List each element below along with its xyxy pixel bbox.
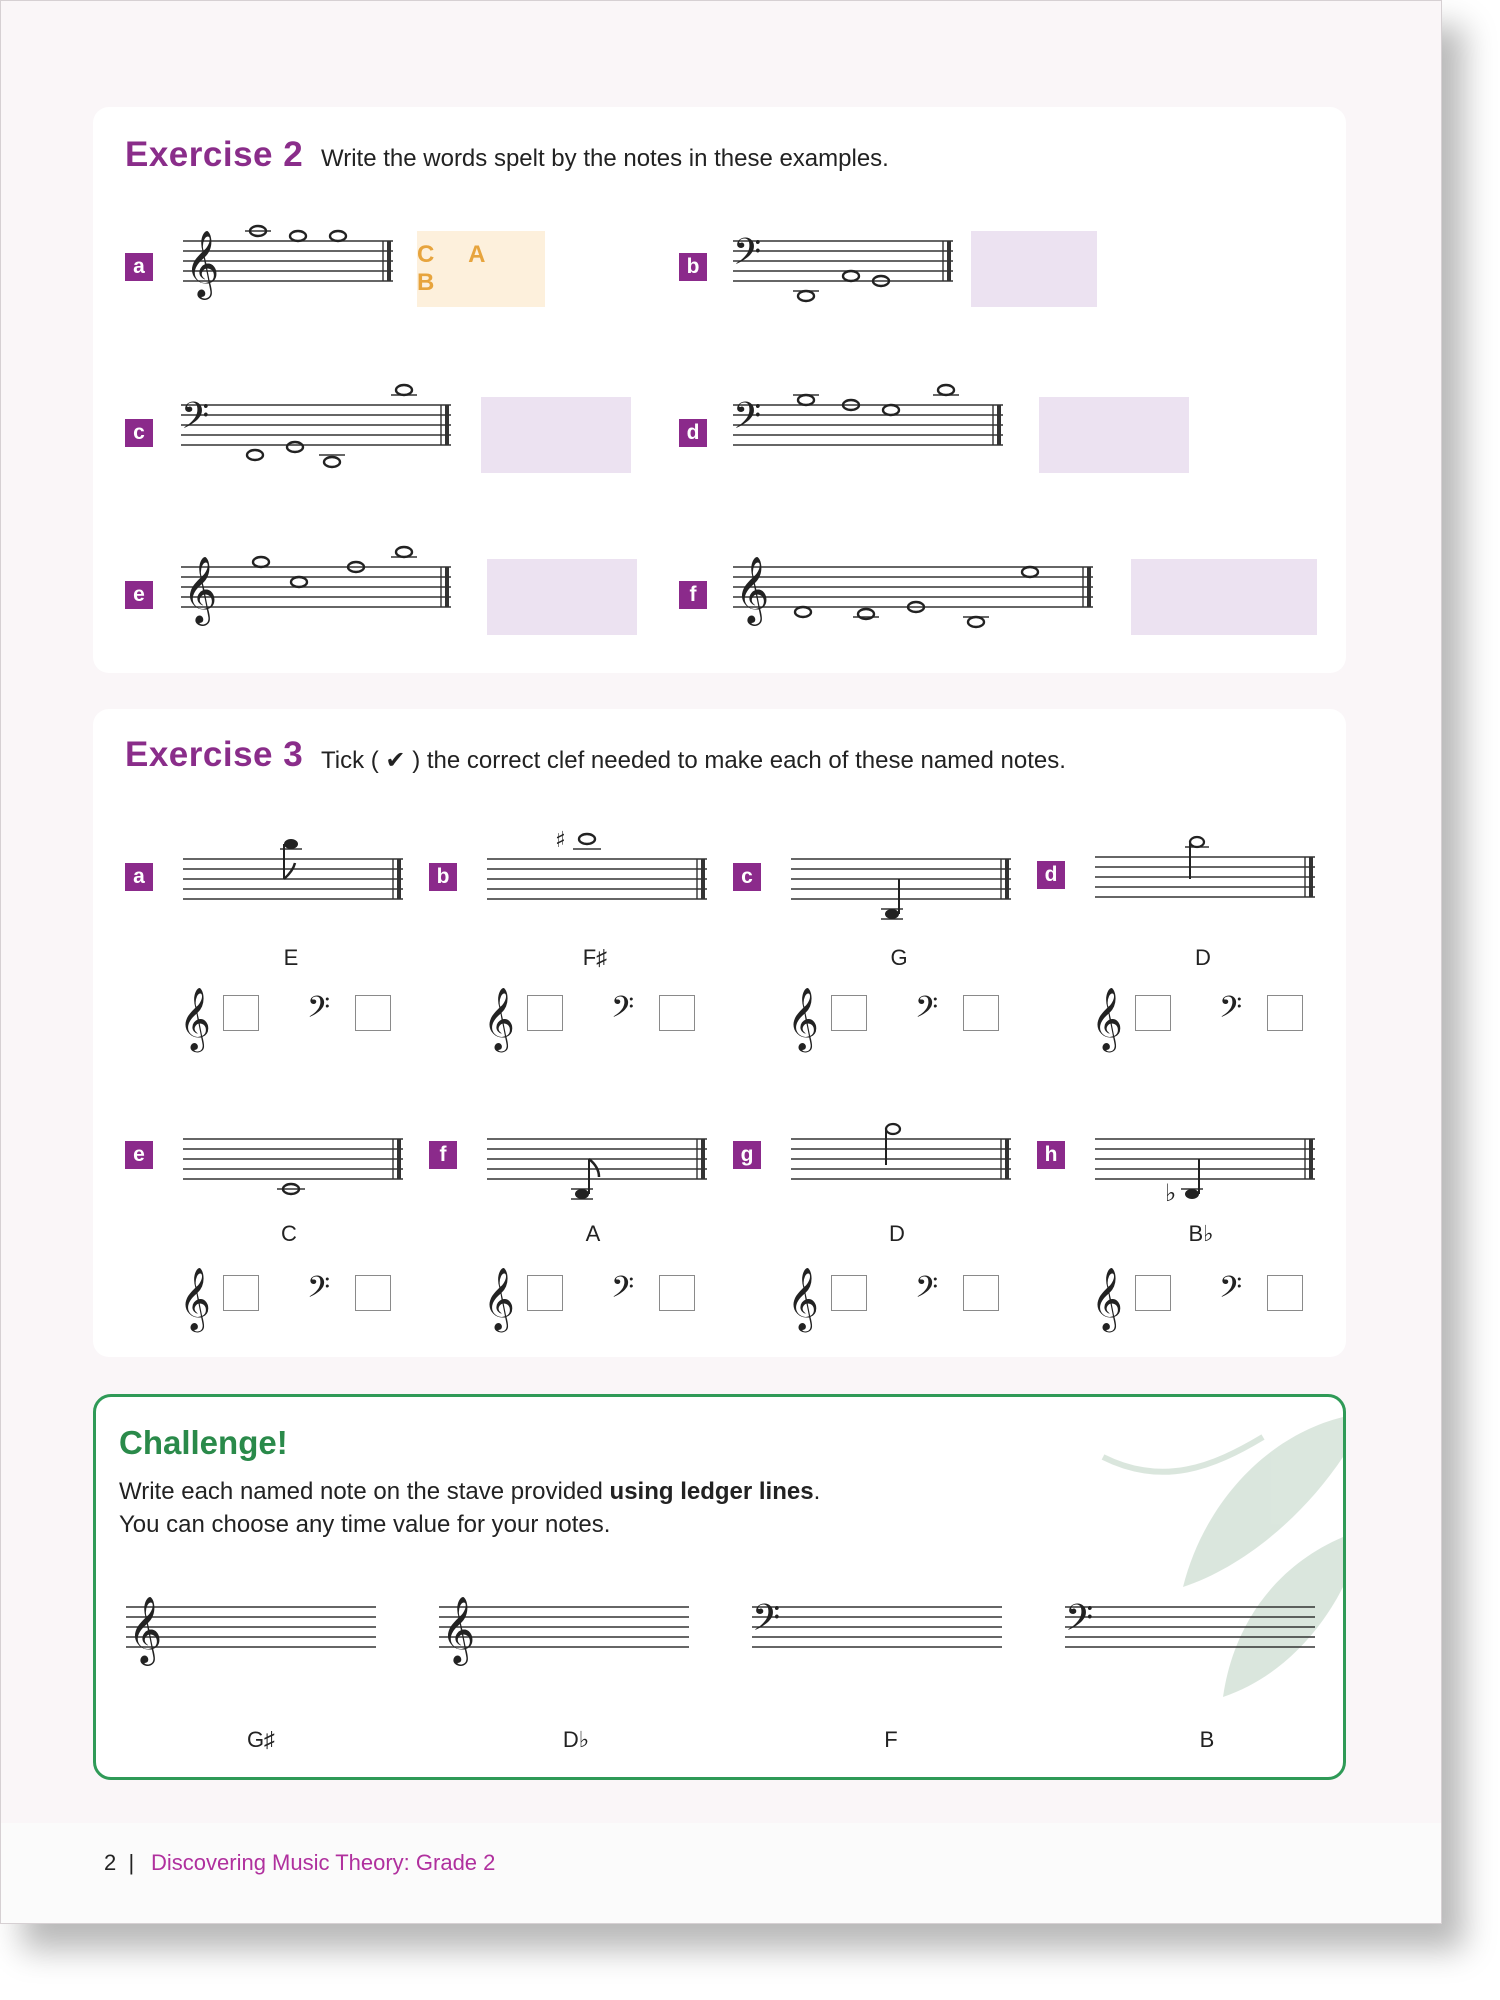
svg-text:𝄢: 𝄢 — [915, 1271, 939, 1312]
svg-text:𝄢: 𝄢 — [611, 1271, 635, 1312]
exercise-2-title: Exercise 2 — [125, 135, 304, 174]
exercise-2-card — [93, 107, 1346, 673]
exercise-3-staff-d — [1095, 827, 1315, 927]
challenge-note-3: F — [884, 1727, 898, 1752]
exercise-3-label-c: c — [733, 863, 761, 891]
svg-text:𝄢: 𝄢 — [307, 1271, 331, 1312]
svg-text:𝄞: 𝄞 — [185, 229, 220, 297]
exercise-3-title: Exercise 3 — [125, 735, 304, 774]
bass-clef-icon — [1219, 987, 1259, 1037]
exercise-2-staff-c — [181, 375, 451, 485]
svg-text:𝄢: 𝄢 — [1219, 991, 1243, 1032]
svg-text:𝄢: 𝄢 — [733, 231, 762, 282]
exercise-2-staff-f — [733, 537, 1093, 647]
book-title: Discovering Music Theory: Grade 2 — [151, 1850, 496, 1875]
exercise-2-answer-a[interactable]: C A B — [417, 231, 545, 307]
challenge-staff-2[interactable] — [439, 1577, 689, 1677]
bass-clef-icon — [611, 987, 651, 1037]
exercise-2-label-f: f — [679, 581, 707, 609]
svg-text:𝄞: 𝄞 — [1091, 987, 1123, 1050]
challenge-note-2: D♭ — [562, 1727, 590, 1752]
challenge-instruction-1-text: Write each named note on the stave provided — [119, 1478, 610, 1505]
challenge-instruction-1 — [119, 1478, 820, 1506]
page-number-value: 2 — [104, 1850, 117, 1875]
exercise-2-label-b: b — [679, 253, 707, 281]
svg-text:𝄞: 𝄞 — [179, 987, 211, 1050]
exercise-3-staff-g — [791, 1109, 1011, 1209]
treble-clef-icon — [483, 977, 519, 1053]
challenge-instruction-1-end: . — [813, 1478, 821, 1505]
svg-text:♭: ♭ — [1165, 1179, 1177, 1207]
exercise-3-label-f: f — [429, 1141, 457, 1169]
exercise-3-h-bass-tickbox[interactable] — [1267, 1275, 1303, 1311]
svg-text:𝄞: 𝄞 — [441, 1595, 476, 1663]
exercise-3-note-a: E — [283, 945, 299, 970]
svg-text:𝄞: 𝄞 — [787, 1267, 819, 1330]
svg-text:𝄢: 𝄢 — [733, 395, 762, 446]
exercise-2-answer-e[interactable] — [487, 559, 637, 635]
exercise-3-staff-e — [183, 1109, 403, 1209]
exercise-3-c-treble-tickbox[interactable] — [831, 995, 867, 1031]
svg-text:𝄞: 𝄞 — [179, 1267, 211, 1330]
exercise-3-label-b: b — [429, 863, 457, 891]
exercise-2-staff-d — [733, 375, 1003, 485]
exercise-3-f-treble-tickbox[interactable] — [527, 1275, 563, 1311]
challenge-note-4: B — [1199, 1727, 1215, 1752]
exercise-2-label-a: a — [125, 253, 153, 281]
exercise-2-staff-b — [733, 211, 953, 321]
exercise-3-label-h: h — [1037, 1141, 1065, 1169]
exercise-3-d-treble-tickbox[interactable] — [1135, 995, 1171, 1031]
bass-clef-icon — [1219, 1267, 1259, 1317]
svg-text:𝄞: 𝄞 — [787, 987, 819, 1050]
exercise-3-label-e: e — [125, 1141, 153, 1169]
footer-separator: | — [128, 1850, 135, 1875]
exercise-3-staff-a — [183, 829, 403, 929]
exercise-2-label-d: d — [679, 419, 707, 447]
bass-clef-icon — [307, 1267, 347, 1317]
exercise-3-f-bass-tickbox[interactable] — [659, 1275, 695, 1311]
exercise-2-staff-a — [183, 211, 393, 321]
challenge-instruction-2: You can choose any time value for your notes. — [119, 1511, 611, 1538]
treble-clef-icon — [1091, 977, 1127, 1053]
svg-text:𝄞: 𝄞 — [483, 1267, 515, 1330]
exercise-3-note-c: G — [890, 945, 908, 970]
exercise-3-a-treble-tickbox[interactable] — [223, 995, 259, 1031]
exercise-2-label-c: c — [125, 419, 153, 447]
svg-text:𝄢: 𝄢 — [915, 991, 939, 1032]
exercise-3-e-bass-tickbox[interactable] — [355, 1275, 391, 1311]
challenge-staff-1[interactable] — [126, 1577, 376, 1677]
exercise-3-label-a: a — [125, 863, 153, 891]
treble-clef-icon — [787, 1257, 823, 1333]
bass-clef-icon — [307, 987, 347, 1037]
svg-text:𝄢: 𝄢 — [1219, 1271, 1243, 1312]
svg-text:𝄢: 𝄢 — [1065, 1597, 1094, 1648]
exercise-3-b-bass-tickbox[interactable] — [659, 995, 695, 1031]
svg-text:𝄢: 𝄢 — [181, 395, 210, 446]
svg-text:𝄢: 𝄢 — [752, 1597, 781, 1648]
exercise-3-note-g: D — [889, 1221, 905, 1246]
exercise-3-label-g: g — [733, 1141, 761, 1169]
exercise-2-answer-d[interactable] — [1039, 397, 1189, 473]
svg-text:𝄢: 𝄢 — [611, 991, 635, 1032]
exercise-3-label-d: d — [1037, 861, 1065, 889]
exercise-3-a-bass-tickbox[interactable] — [355, 995, 391, 1031]
exercise-3-h-treble-tickbox[interactable] — [1135, 1275, 1171, 1311]
treble-clef-icon — [483, 1257, 519, 1333]
bass-clef-icon — [915, 1267, 955, 1317]
exercise-3-note-d: D — [1195, 945, 1211, 970]
exercise-3-card — [93, 709, 1346, 1357]
svg-text:𝄞: 𝄞 — [128, 1595, 163, 1663]
svg-text:♯: ♯ — [555, 828, 566, 853]
exercise-2-answer-f[interactable] — [1131, 559, 1317, 635]
exercise-2-instruction: Write the words spelt by the notes in these examples. — [321, 145, 889, 172]
exercise-3-e-treble-tickbox[interactable] — [223, 1275, 259, 1311]
challenge-box — [93, 1394, 1346, 1780]
exercise-2-staff-e — [181, 537, 451, 647]
exercise-3-note-e: C — [281, 1221, 297, 1246]
exercise-3-g-treble-tickbox[interactable] — [831, 1275, 867, 1311]
exercise-3-c-bass-tickbox[interactable] — [963, 995, 999, 1031]
exercise-3-b-treble-tickbox[interactable] — [527, 995, 563, 1031]
exercise-2-label-e: e — [125, 581, 153, 609]
exercise-3-g-bass-tickbox[interactable] — [963, 1275, 999, 1311]
challenge-instruction-1-bold: using ledger lines — [609, 1478, 814, 1505]
bass-clef-icon — [915, 987, 955, 1037]
svg-text:𝄢: 𝄢 — [307, 991, 331, 1032]
exercise-2-answer-b[interactable] — [971, 231, 1097, 307]
challenge-staff-4[interactable] — [1065, 1577, 1315, 1677]
exercise-3-staff-h — [1095, 1109, 1315, 1209]
exercise-3-note-h: B♭ — [1188, 1221, 1214, 1246]
exercise-3-note-b: F♯ — [582, 945, 608, 970]
exercise-3-staff-c — [791, 829, 1011, 929]
svg-text:𝄞: 𝄞 — [1091, 1267, 1123, 1330]
exercise-3-note-f: A — [585, 1221, 601, 1246]
exercise-3-staff-b — [487, 829, 707, 929]
treble-clef-icon — [179, 1257, 215, 1333]
treble-clef-icon — [787, 977, 823, 1053]
svg-text:𝄞: 𝄞 — [483, 987, 515, 1050]
exercise-2-answer-c[interactable] — [481, 397, 631, 473]
svg-text:𝄞: 𝄞 — [735, 555, 770, 623]
exercise-3-instruction: Tick ( ✔ ) the correct clef needed to make each of these named notes. — [321, 747, 1066, 774]
page-number — [104, 1850, 134, 1876]
challenge-note-1: G♯ — [246, 1727, 276, 1752]
challenge-staff-3[interactable] — [752, 1577, 1002, 1677]
exercise-3-d-bass-tickbox[interactable] — [1267, 995, 1303, 1031]
treble-clef-icon — [1091, 1257, 1127, 1333]
challenge-title: Challenge! — [119, 1424, 288, 1461]
svg-text:𝄞: 𝄞 — [183, 555, 218, 623]
exercise-3-staff-f — [487, 1109, 707, 1209]
bass-clef-icon — [611, 1267, 651, 1317]
treble-clef-icon — [179, 977, 215, 1053]
